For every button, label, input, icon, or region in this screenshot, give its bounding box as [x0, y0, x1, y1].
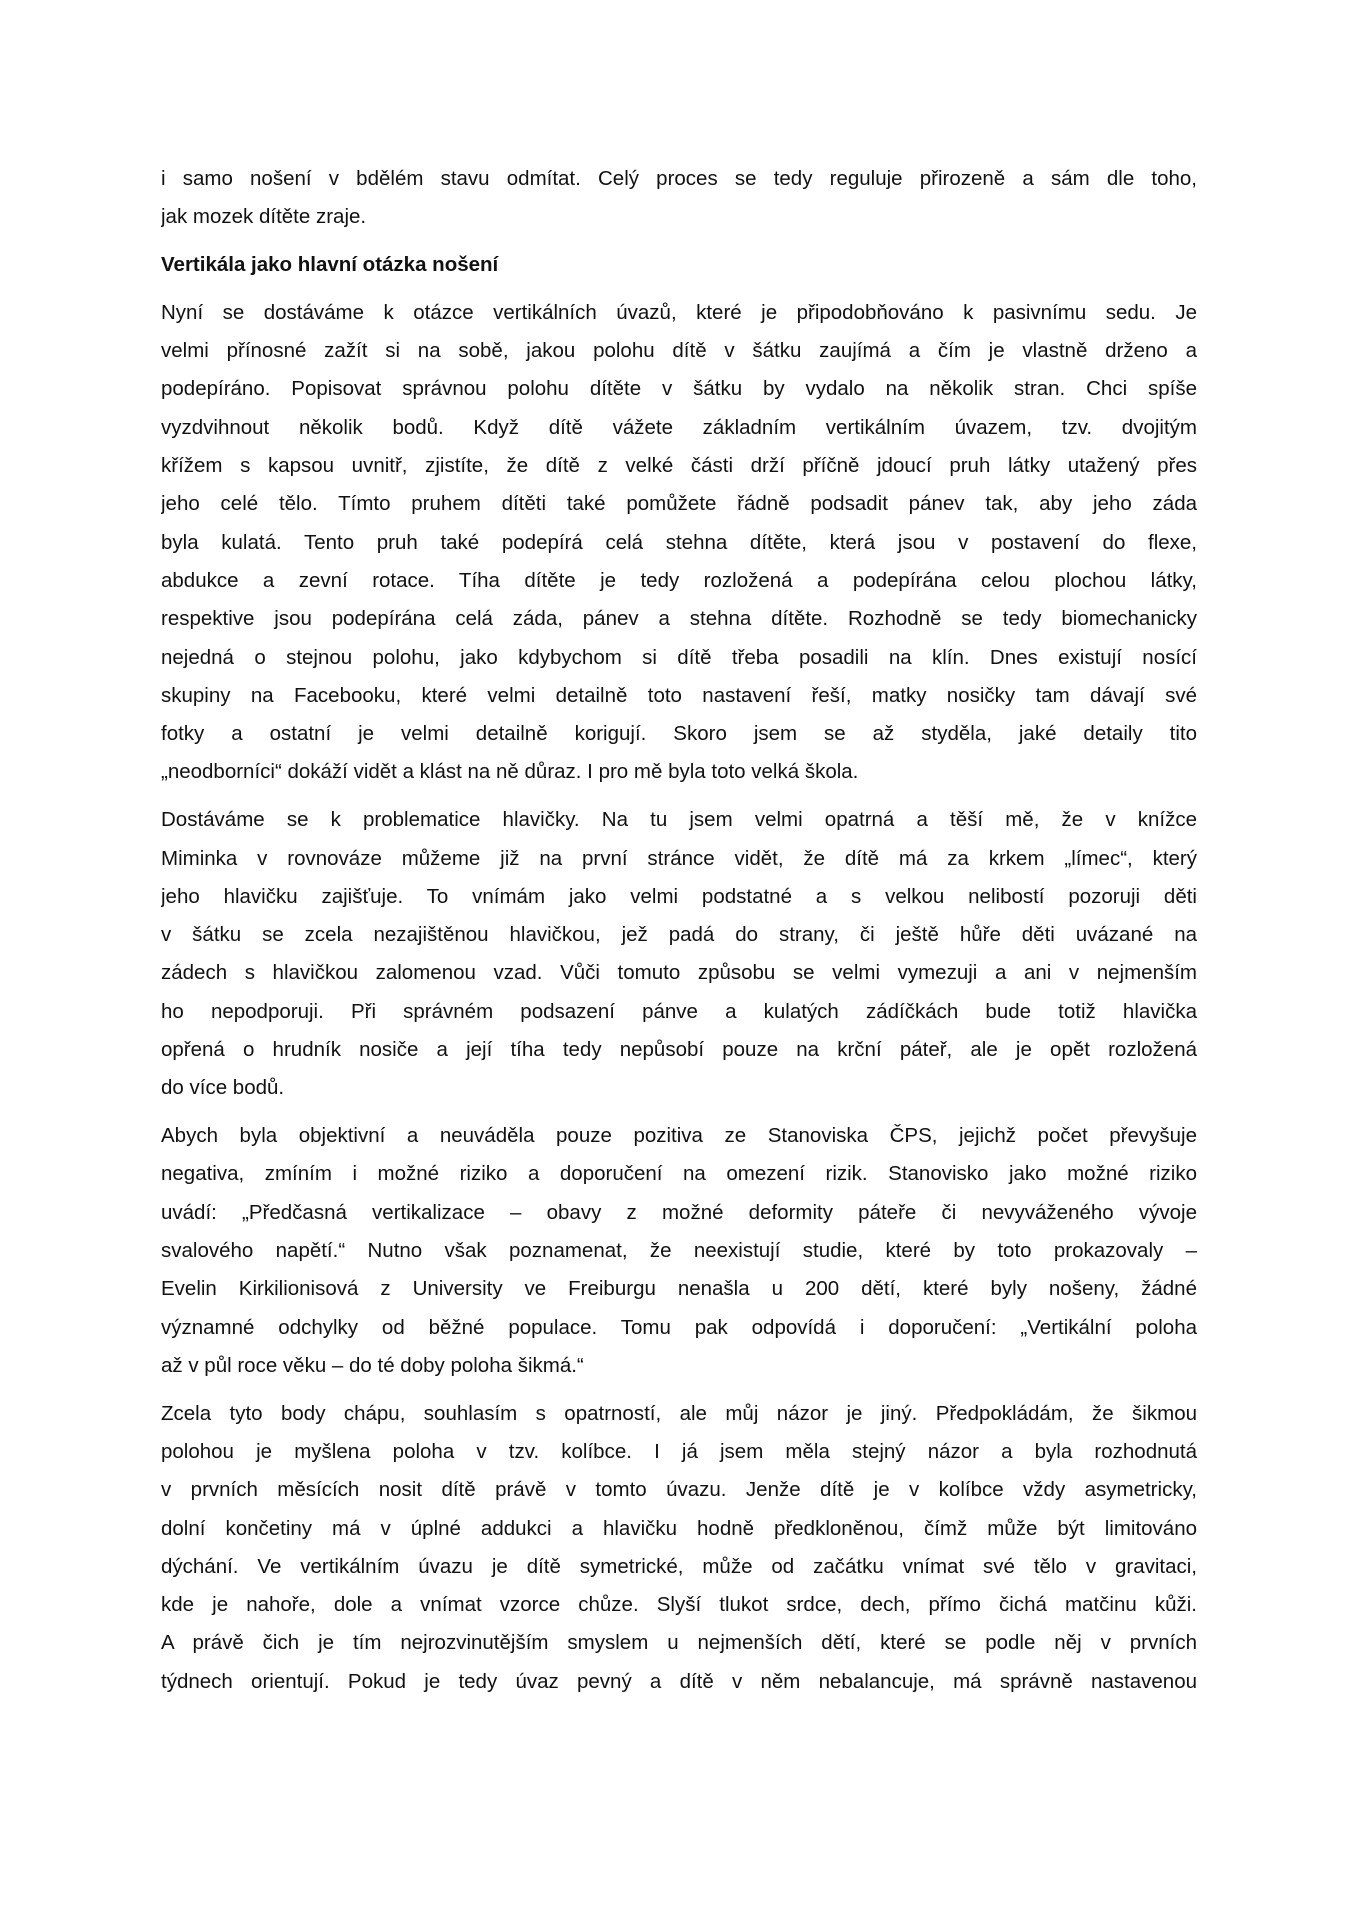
- text-line: Nyní se dostáváme k otázce vertikálních úvazů, které je připodobňováno k pasivnímu sedu. Je: [161, 300, 1197, 324]
- paragraph-head-support: [161, 801, 1197, 1107]
- heading-text: Vertikála jako hlavní otázka nošení: [161, 253, 499, 277]
- text-line: fotky a ostatní je velmi detailně korigují. Skoro jsem se až styděla, jaké detaily tito: [161, 722, 1197, 746]
- text-line: nejedná o stejnou polohu, jako kdybychom si dítě třeba posadili na klín. Dnes existují nosící: [161, 645, 1197, 669]
- text-line: kde je nahoře, dole a vnímat vzorce chůze. Slyší tlukot srdce, dech, přímo čichá matčinu kůži.: [161, 1593, 1197, 1617]
- text-line: svalového napětí.“ Nutno však poznamenat, že neexistují studie, které by toto prokazovaly –: [161, 1239, 1197, 1263]
- text-line: A právě čich je tím nejrozvinutějším smyslem u nejmenších dětí, které se podle něj v prvních: [161, 1631, 1197, 1655]
- text-line: „neodborníci“ dokáží vidět a klást na ně důraz. I pro mě byla toto velká škola.: [161, 760, 859, 784]
- text-line: i samo nošení v bdělém stavu odmítat. Celý proces se tedy reguluje přirozeně a sám dle toho,: [161, 167, 1197, 190]
- text-line: zádech s hlavičkou zalomenou vzad. Vůči tomuto způsobu se velmi vymezuji a ani v nejmenším: [161, 961, 1197, 985]
- text-line: jeho hlavičku zajišťuje. To vnímám jako velmi podstatné a s velkou nelibostí pozoruji děti: [161, 884, 1197, 908]
- text-line: Evelin Kirkilionisová z University ve Freiburgu nenašla u 200 dětí, které byly nošeny, žádné: [161, 1277, 1197, 1301]
- text-line: negativa, zmíním i možné riziko a doporučení na omezení rizik. Stanovisko jako možné riziko: [161, 1162, 1197, 1186]
- text-line: křížem s kapsou uvnitř, zjistíte, že dítě z velké části drží příčně jdoucí pruh látky utažený přes: [161, 454, 1197, 478]
- text-line: velmi přínosné zažít si na sobě, jakou polohu dítě v šátku zaujímá a čím je vlastně drženo a: [161, 339, 1197, 363]
- text-line: ho nepodporuji. Při správném podsazení pánve a kulatých zádíčkách bude totiž hlavička: [161, 999, 1197, 1023]
- text-line: dolní končetiny má v úplné addukci a hlavičku hodně předkloněnou, čímž může být limitováno: [161, 1516, 1197, 1540]
- section-heading: [161, 246, 1197, 284]
- text-line: jeho celé tělo. Tímto pruhem dítěti také pomůžete řádně podsadit pánev tak, aby jeho záda: [161, 492, 1197, 516]
- paragraph-vertical-carry: [161, 294, 1197, 792]
- text-line: až v půl roce věku – do té doby poloha šikmá.“: [161, 1353, 584, 1377]
- text-line: dýchání. Ve vertikálním úvazu je dítě symetrické, může od začátku vnímat své tělo v gravitaci,: [161, 1554, 1197, 1578]
- text-line: Zcela tyto body chápu, souhlasím s opatrností, ale můj názor je jiný. Předpokládám, že šikmou: [161, 1401, 1197, 1425]
- paragraph-continuation: [161, 160, 1197, 237]
- paragraph-risks: [161, 1117, 1197, 1385]
- text-line: Abych byla objektivní a neuváděla pouze pozitiva ze Stanoviska ČPS, jejichž počet převyšuje: [161, 1124, 1197, 1148]
- text-line: významné odchylky od běžné populace. Tomu pak odpovídá i doporučení: „Vertikální poloha: [161, 1315, 1197, 1339]
- text-line: v prvních měsících nosit dítě právě v tomto úvazu. Jenže dítě je v kolíbce vždy asymetricky,: [161, 1478, 1197, 1502]
- text-line: respektive jsou podepírána celá záda, pánev a stehna dítěte. Rozhodně se tedy biomechanicky: [161, 607, 1197, 631]
- text-column: [161, 160, 1197, 1711]
- text-line: uvádí: „Předčasná vertikalizace – obavy z možné deformity páteře či nevyváženého vývoje: [161, 1200, 1197, 1224]
- text-line: týdnech orientují. Pokud je tedy úvaz pevný a dítě v něm nebalancuje, má správně nastavenou: [161, 1669, 1197, 1693]
- text-line: v šátku se zcela nezajištěnou hlavičkou, jež padá do strany, či ještě hůře děti uvázané na: [161, 923, 1197, 947]
- text-line: byla kulatá. Tento pruh také podepírá celá stehna dítěte, která jsou v postavení do flexe,: [161, 530, 1197, 554]
- text-line: abdukce a zevní rotace. Tíha dítěte je tedy rozložená a podepírána celou plochou látky,: [161, 568, 1197, 592]
- paragraph-opinion: [161, 1395, 1197, 1701]
- text-line: polohou je myšlena poloha v tzv. kolíbce. I já jsem měla stejný názor a byla rozhodnutá: [161, 1440, 1197, 1463]
- text-line: Dostáváme se k problematice hlavičky. Na tu jsem velmi opatrná a těší mě, že v knížce: [161, 808, 1197, 832]
- text-line: opřená o hrudník nosiče a její tíha tedy nepůsobí pouze na krční páteř, ale je opět rozložená: [161, 1038, 1197, 1062]
- text-line: podepíráno. Popisovat správnou polohu dítěte v šátku by vydalo na několik stran. Chci spíše: [161, 377, 1197, 401]
- text-line: skupiny na Facebooku, které velmi detailně toto nastavení řeší, matky nosičky tam dávají své: [161, 683, 1197, 707]
- text-line: jak mozek dítěte zraje.: [161, 205, 367, 229]
- text-line: Miminka v rovnováze můžeme již na první stránce vidět, že dítě má za krkem „límec“, který: [161, 846, 1197, 870]
- text-line: vyzdvihnout několik bodů. Když dítě vážete základním vertikálním úvazem, tzv. dvojitým: [161, 415, 1197, 439]
- text-line: do více bodů.: [161, 1076, 285, 1100]
